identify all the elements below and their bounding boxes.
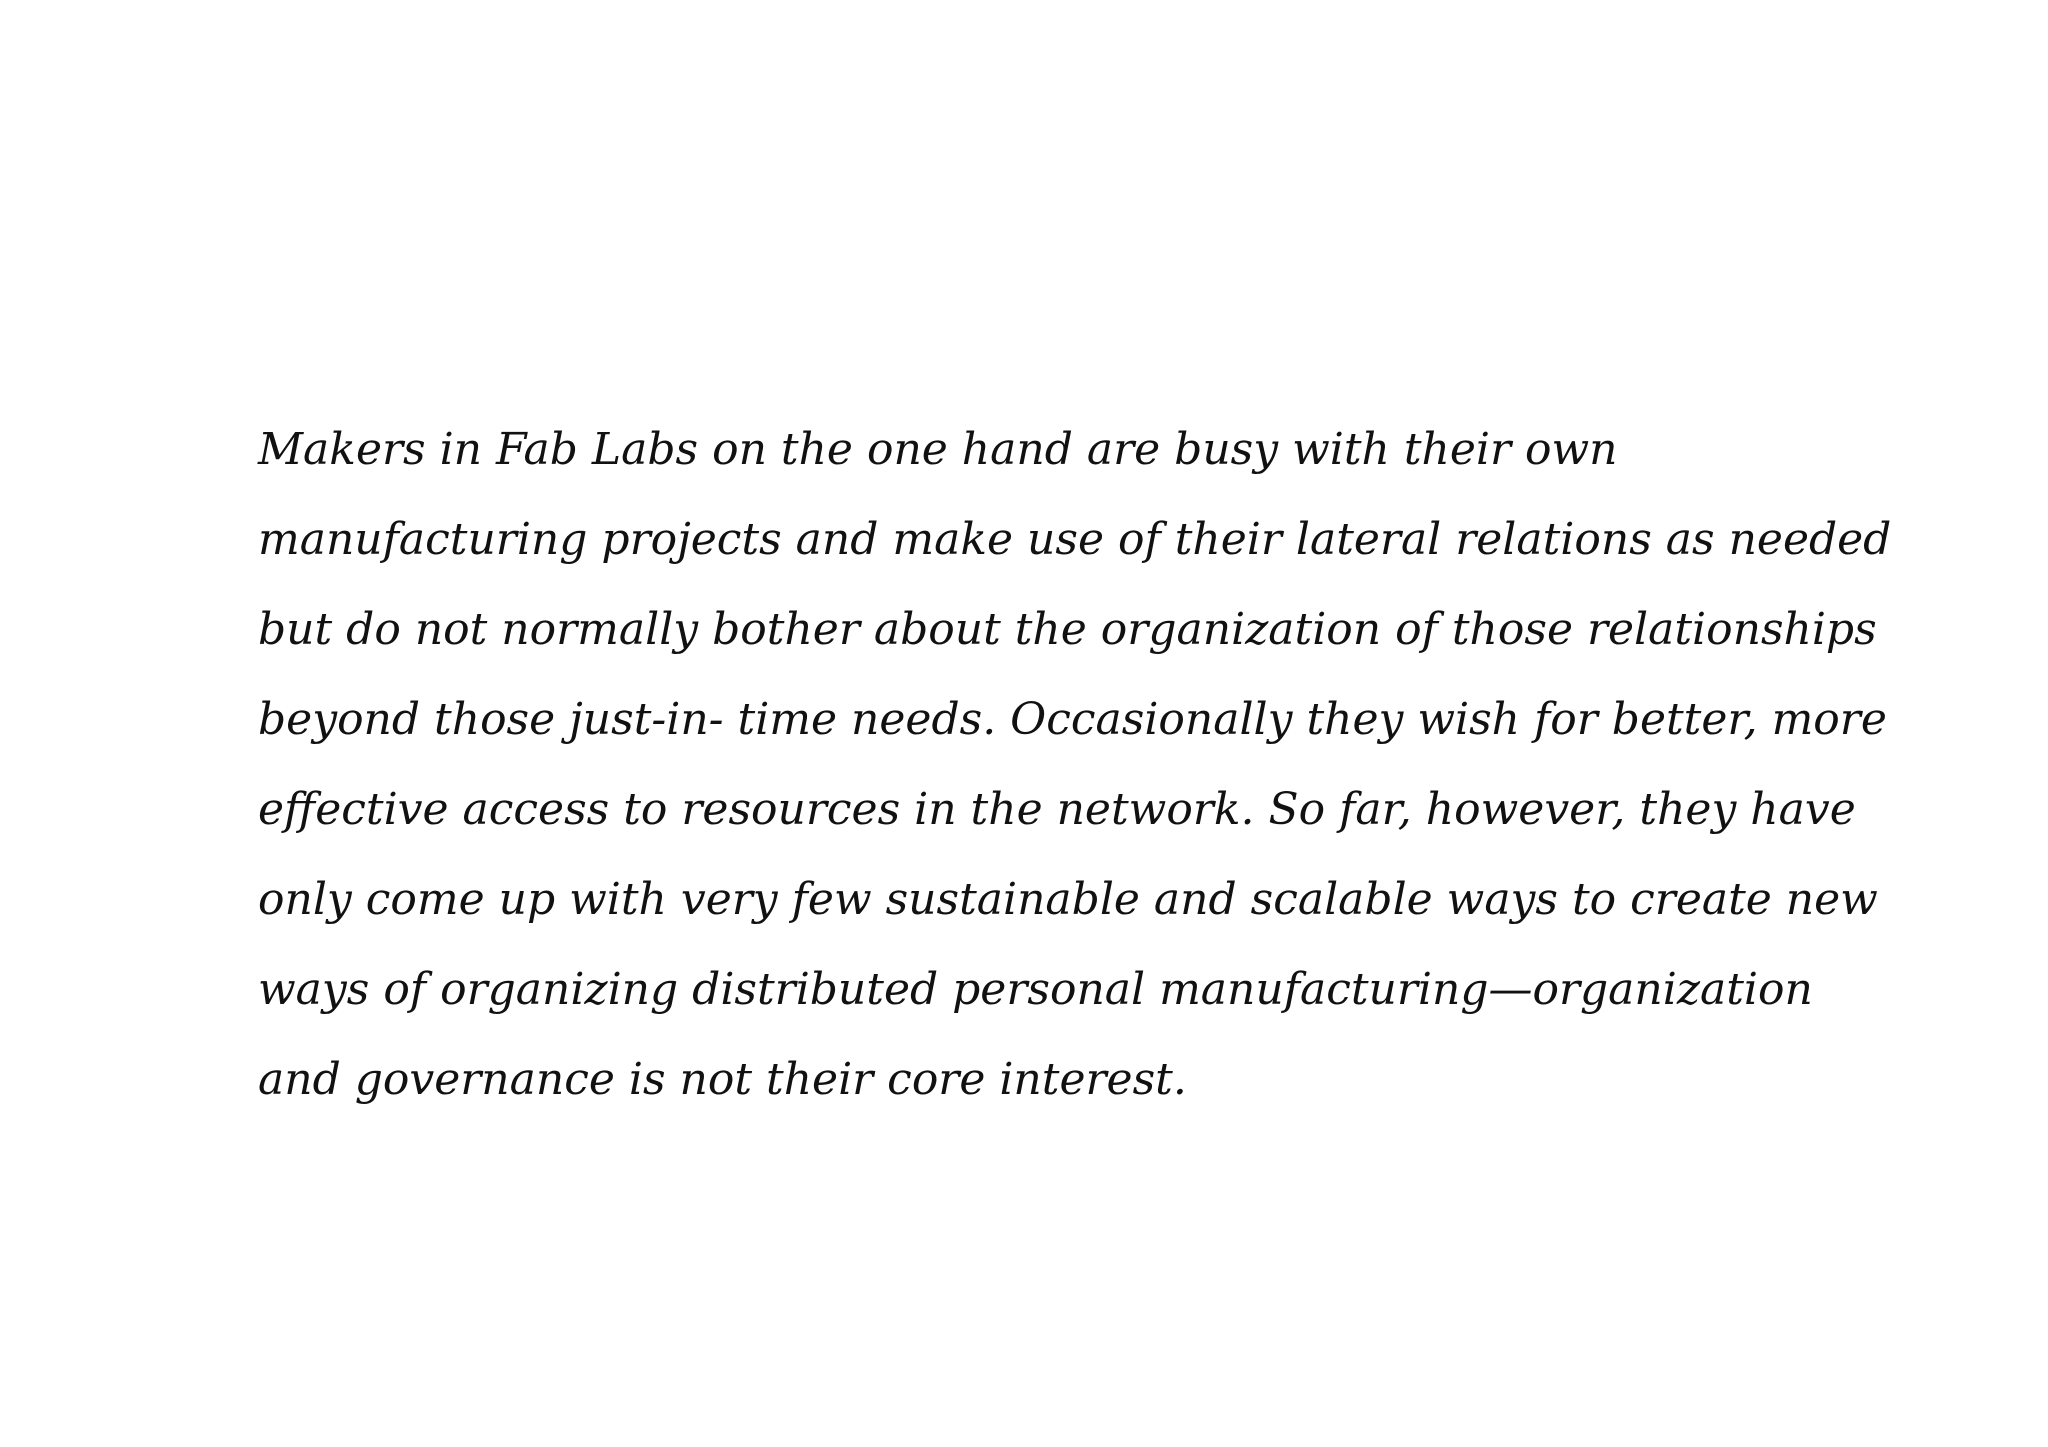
quote-line-4: beyond those just-in- time needs. Occasionally they wish for better, more xyxy=(258,694,1887,745)
quote-line-7: ways of organizing distributed personal manufacturing—organization xyxy=(258,964,1813,1015)
quote-line-2: manufacturing projects and make use of their lateral relations as needed xyxy=(258,514,1892,565)
quote-paragraph xyxy=(258,405,1898,1125)
quote-line-3: but do not normally bother about the organization of those relationships xyxy=(258,604,1877,655)
quote-line-6: only come up with very few sustainable and scalable ways to create new xyxy=(258,874,1878,925)
quote-line-8: and governance is not their core interest. xyxy=(258,1054,1187,1105)
quote-line-1: Makers in Fab Labs on the one hand are busy with their own xyxy=(258,424,1618,475)
quote-line-5: effective access to resources in the network. So far, however, they have xyxy=(258,784,1856,835)
